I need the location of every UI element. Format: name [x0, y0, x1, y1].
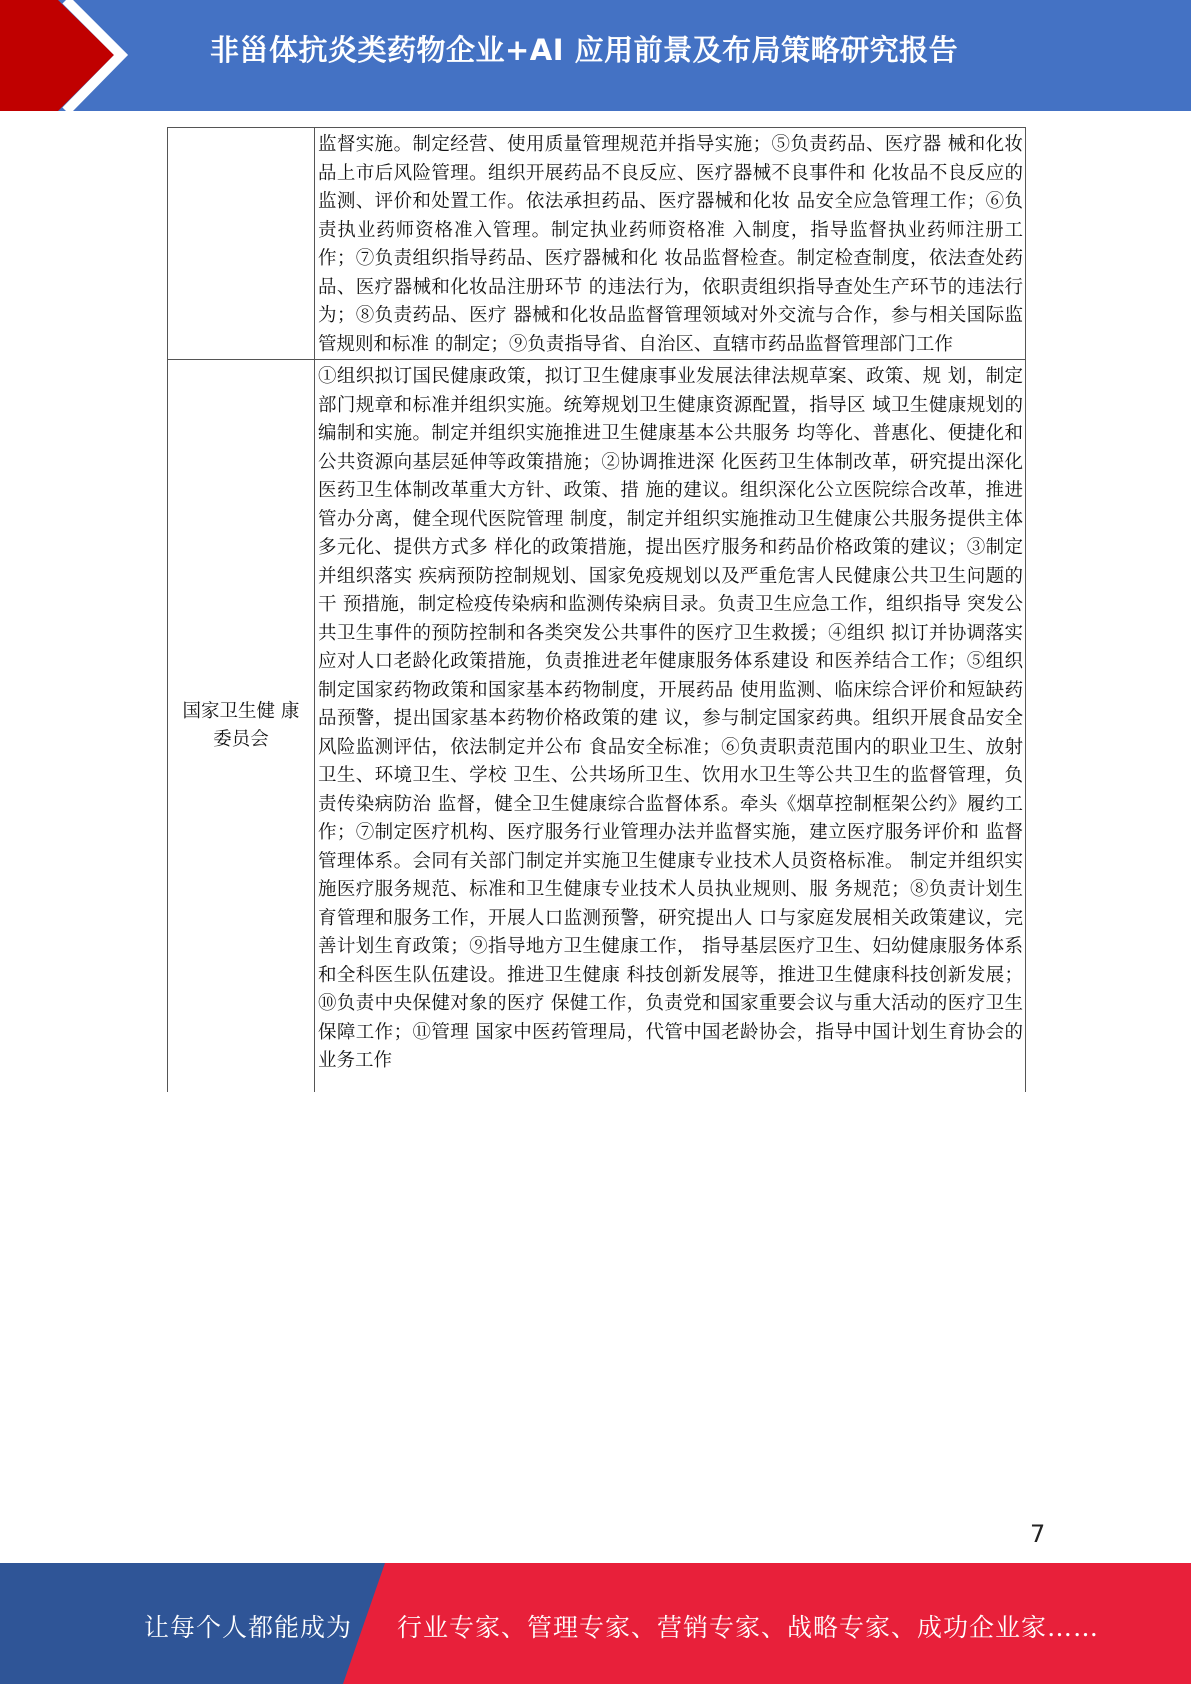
page-number: 7: [1030, 1520, 1046, 1548]
responsibilities-table: [167, 127, 1026, 1092]
footer-banner: [0, 1563, 1191, 1684]
report-title: 非甾体抗炎类药物企业+AI 应用前景及布局策略研究报告: [210, 33, 959, 67]
table-cell-agency: [168, 360, 315, 1092]
footer-slogan-left: 让每个人都能成为: [144, 1613, 353, 1642]
header-arrow-decoration: [0, 0, 160, 111]
table-cell-duties: [315, 128, 1026, 360]
header-bar: [0, 0, 1191, 111]
table-row: [168, 128, 1026, 360]
table-cell-agency: [168, 128, 315, 360]
table-row: [168, 360, 1026, 1092]
duties-text: 监督实施。制定经营、使用质量管理规范并指导实施；⑤负责药品、医疗器 械和化妆品上市后风险管理。组织开展药品不良反应、医疗器械不良事件和 化妆品不良反应的监测、评价和处置工作。依法承担药品、医疗器械和化妆 品安全应急管理工作；⑥负责执业药师资格准入管理。制定执业药师资格准 入制度，指导监督执业药师注册工作；⑦负责组织指导药品、医疗器械和化 妆品监督检查。制定检查制度，依法查处药品、医疗器械和化妆品注册环节 的违法行为，依职责组织指导查处生产环节的违法行为；⑧负责药品、医疗 器械和化妆品监督管理领域对外交流与合作，参与相关国际监管规则和标准 的制定；⑨负责指导省、自治区、直辖市药品监督管理部门工作: [318, 134, 1023, 355]
footer-slogan-right: 行业专家、管理专家、营销专家、战略专家、成功企业家……: [397, 1613, 1100, 1642]
duties-text: ①组织拟订国民健康政策，拟订卫生健康事业发展法律法规草案、政策、规 划，制定部门规章和标准并组织实施。统筹规划卫生健康资源配置，指导区 域卫生健康规划的编制和实施。制定并组织实施推进卫生健康基本公共服务 均等化、普惠化、便捷化和公共资源向基层延伸等政策措施；②协调推进深 化医药卫生体制改革，研究提出深化医药卫生体制改革重大方针、政策、措 施的建议。组织深化公立医院综合改革，推进管办分离，健全现代医院管理 制度，制定并组织实施推动卫生健康公共服务提供主体多元化、提供方式多 样化的政策措施，提出医疗服务和药品价格政策的建议；③制定并组织落实 疾病预防控制规划、国家免疫规划以及严重危害人民健康公共卫生问题的干 预措施，制定检疫传染病和监测传染病目录。负责卫生应急工作，组织指导 突发公共卫生事件的预防控制和各类突发公共事件的医疗卫生救援；④组织 拟订并协调落实应对人口老龄化政策措施，负责推进老年健康服务体系建设 和医养结合工作；⑤组织制定国家药物政策和国家基本药物制度，开展药品 使用监测、临床综合评价和短缺药品预警，提出国家基本药物价格政策的建 议，参与制定国家药典。组织开展食品安全风险监测评估，依法制定并公布 食品安全标准；⑥负责职责范围内的职业卫生、放射卫生、环境卫生、学校 卫生、公共场所卫生、饮用水卫生等公共卫生的监督管理，负责传染病防治 监督，健全卫生健康综合监督体系。牵头《烟草控制框架公约》履约工作；⑦制定医疗机构、医疗服务行业管理办法并监督实施，建立医疗服务评价和 监督管理体系。会同有关部门制定并实施卫生健康专业技术人员资格标准。 制定并组织实施医疗服务规范、标准和卫生健康专业技术人员执业规则、服 务规范；⑧负责计划生育管理和服务工作，开展人口监测预警，研究提出人 口与家庭发展相关政策建议，完善计划生育政策；⑨指导地方卫生健康工作， 指导基层医疗卫生、妇幼健康服务体系和全科医生队伍建设。推进卫生健康 科技创新发展等，推进卫生健康科技创新发展；⑩负责中央保健对象的医疗 保健工作，负责党和国家重要会议与重大活动的医疗卫生保障工作；⑪管理 国家中医药管理局，代管中国老龄协会，指导中国计划生育协会的业务工作: [318, 366, 1023, 1071]
table-cell-duties: [315, 360, 1026, 1092]
agency-name: 国家卫生健 康委员会: [182, 700, 300, 750]
